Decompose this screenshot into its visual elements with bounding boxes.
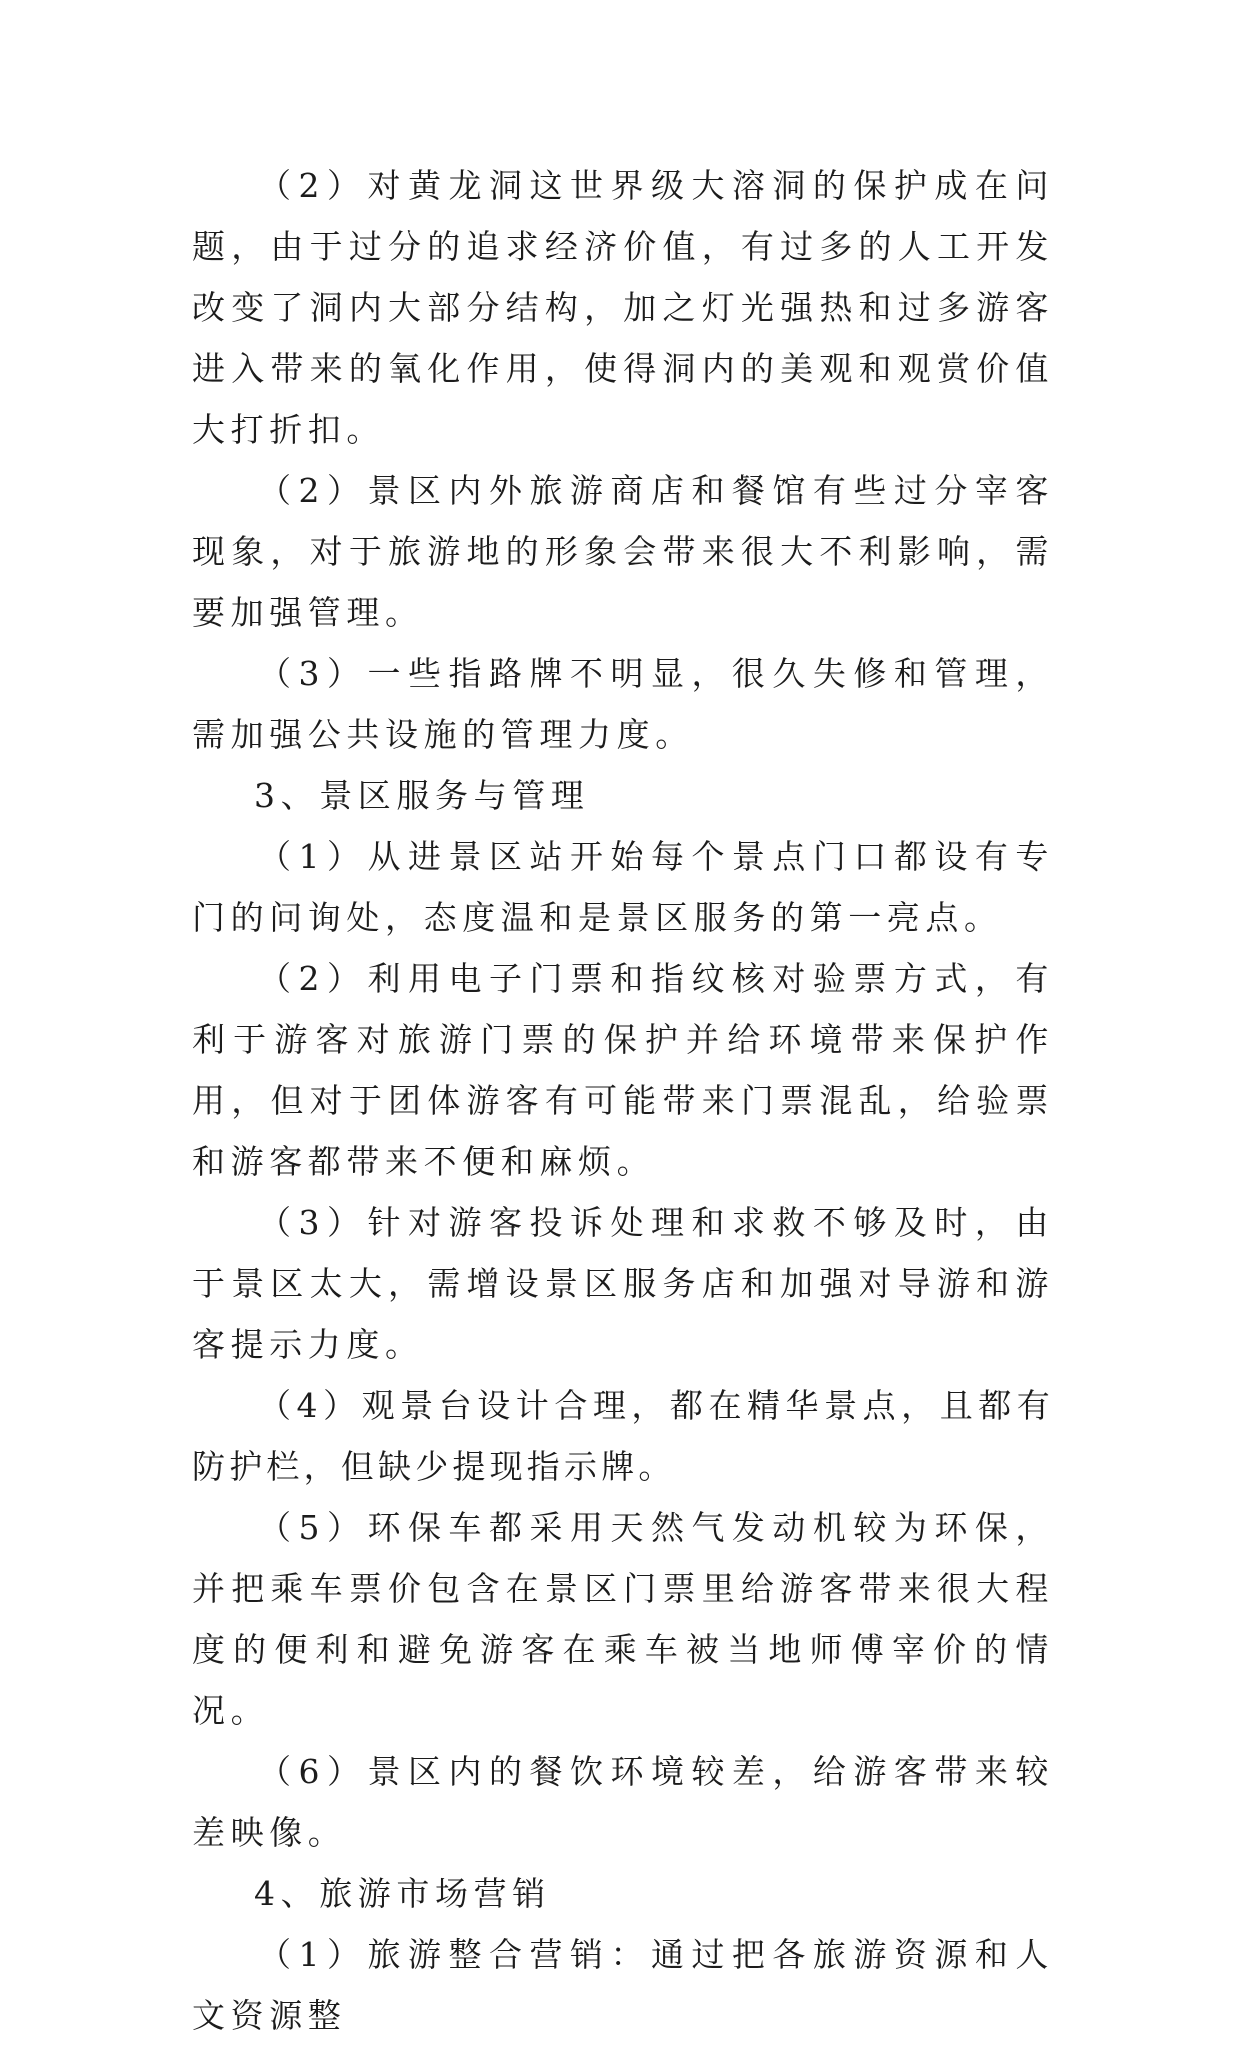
paragraph-signposts: （3）一些指路牌不明显，很久失修和管理，需加强公共设施的管理力度。 bbox=[192, 654, 1054, 754]
paragraph-electronic-tickets: （2）利用电子门票和指纹核对验票方式，有利于游客对旅游门票的保护并给环境带来保护作用，但对于团体游客有可能带来门票混乱，给验票和游客都带来不便和麻烦。 bbox=[192, 959, 1054, 1181]
section-heading-tourism-marketing: 4、旅游市场营销 bbox=[254, 1874, 551, 1913]
paragraph-eco-buses: （5）环保车都采用天然气发动机较为环保，并把乘车票价包含在景区门票里给游客带来很大程度的便利和避免游客在乘车被当地师傅宰价的情况。 bbox=[192, 1508, 1054, 1730]
paragraph-viewing-platforms: （4）观景台设计合理，都在精华景点，且都有防护栏，但缺少提现指示牌。 bbox=[192, 1386, 1054, 1486]
section-heading-service-management: 3、景区服务与管理 bbox=[254, 776, 590, 815]
paragraph-huanglong-cave-protection: （2）对黄龙洞这世界级大溶洞的保护成在问题，由于过分的追求经济价值，有过多的人工开发改变了洞内大部分结构，加之灯光强热和过多游客进入带来的氧化作用，使得洞内的美观和观赏价值大打折扣。 bbox=[192, 166, 1054, 449]
paragraph-complaint-handling: （3）针对游客投诉处理和求救不够及时，由于景区太大，需增设景区服务店和加强对导游和游客提示力度。 bbox=[192, 1203, 1054, 1364]
paragraph-shops-overcharging: （2）景区内外旅游商店和餐馆有些过分宰客现象，对于旅游地的形象会带来很大不利影响，需要加强管理。 bbox=[192, 471, 1054, 632]
paragraph-integrated-marketing: （1）旅游整合营销：通过把各旅游资源和人文资源整 bbox=[192, 1935, 1054, 2035]
document-body bbox=[192, 155, 1054, 2046]
paragraph-dining-environment: （6）景区内的餐饮环境较差，给游客带来较差映像。 bbox=[192, 1752, 1054, 1852]
paragraph-information-desks: （1）从进景区站开始每个景点门口都设有专门的问询处，态度温和是景区服务的第一亮点。 bbox=[192, 837, 1054, 937]
